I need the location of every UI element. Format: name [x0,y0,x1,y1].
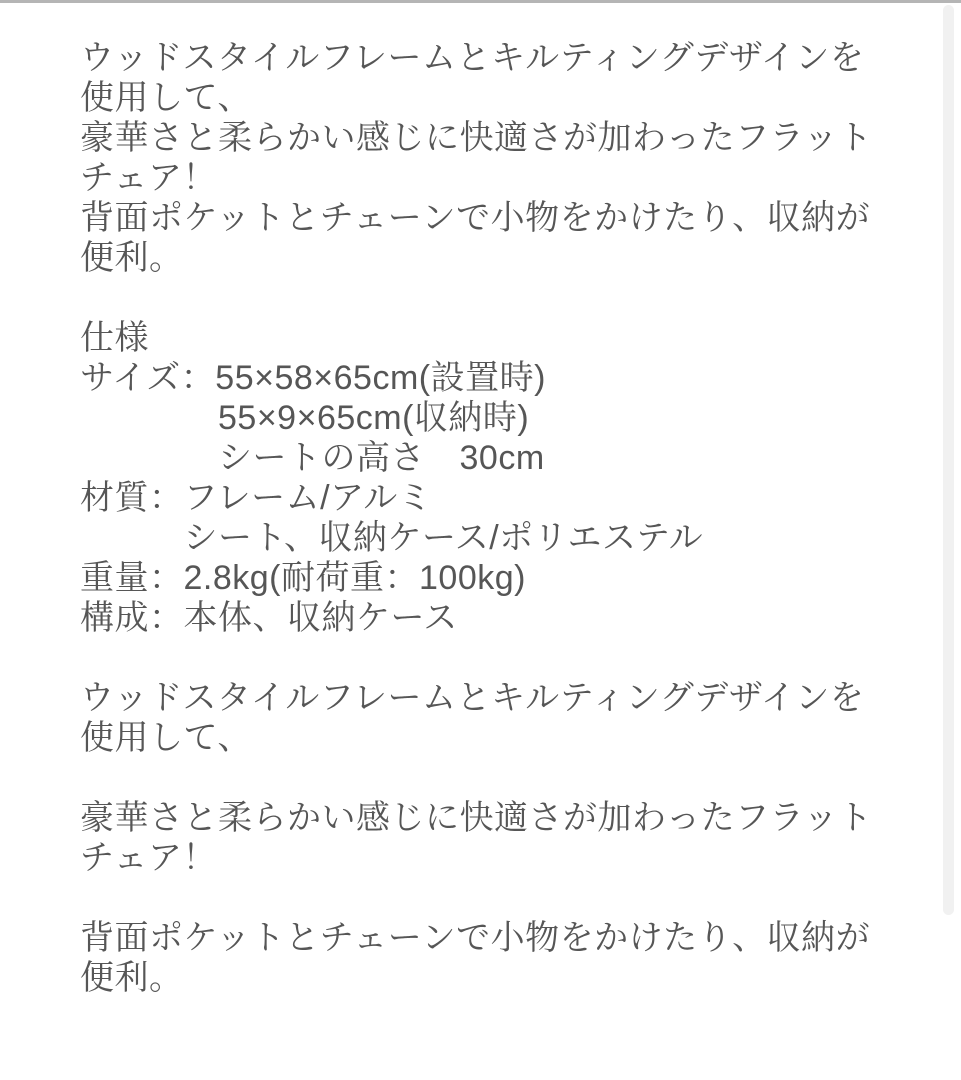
outro-paragraph-2 [80,798,880,878]
intro-paragraph [80,38,880,278]
text-line: 便利。 [80,959,184,997]
top-divider [0,0,961,3]
scrollbar-thumb[interactable] [943,5,954,915]
spec-line: 構成：本体、収納ケース [80,599,458,637]
text-line: ウッドスタイルフレームとキルティングデザインを [80,39,865,77]
specs-lines [80,358,880,638]
spec-line: 55×9×65cm(収納時) [80,399,530,437]
spec-line: 重量：2.8kg(耐荷重：100kg) [80,559,526,597]
specs-heading: 仕様 [80,319,149,357]
text-line: チェア！ [80,159,217,197]
text-line: 使用して、 [80,79,252,117]
spec-line: 材質：フレーム/アルミ [80,479,433,517]
text-line: 豪華さと柔らかい感じに快適さが加わったフラット [80,799,873,837]
text-line: 便利。 [80,239,184,277]
outro-paragraph-3 [80,918,880,998]
text-line: 使用して、 [80,719,252,757]
specs-section [80,318,880,638]
outro-paragraph-1 [80,678,880,758]
spec-line: シート、収納ケース/ポリエステル [80,519,704,557]
spec-line: サイズ：55×58×65cm(設置時) [80,359,546,397]
text-line: 背面ポケットとチェーンで小物をかけたり、収納が [80,199,871,237]
text-line: チェア！ [80,839,217,877]
spec-line: シートの高さ 30cm [80,439,545,477]
product-description [80,38,880,998]
text-line: ウッドスタイルフレームとキルティングデザインを [80,679,865,717]
text-line: 豪華さと柔らかい感じに快適さが加わったフラット [80,119,873,157]
text-line: 背面ポケットとチェーンで小物をかけたり、収納が [80,919,871,957]
